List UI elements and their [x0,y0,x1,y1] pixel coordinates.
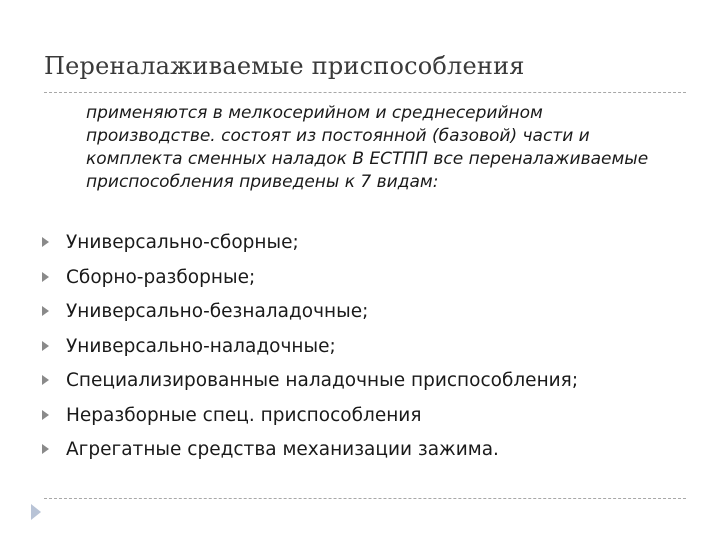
corner-triangle-icon [31,504,41,520]
triangle-right-icon [42,341,49,351]
title-divider [44,92,686,93]
list-item [42,405,578,440]
slide-title: Переналаживаемые приспособления [44,52,525,80]
bullet-list [42,232,578,474]
list-item [42,370,578,405]
list-item [42,336,578,371]
list-item-label: Универсально-наладочные; [66,335,336,357]
list-item [42,267,578,302]
list-item-label: Агрегатные средства механизации зажима. [66,439,499,460]
footer-divider [44,498,686,499]
list-item-label: Универсально-безналадочные; [66,301,369,322]
intro-text: применяются в мелкосерийном и среднесерийном производстве. состоят из постоянной (базовой) части и комплекта сменных наладок В ЕСТПП все переналаживаемые приспособления приведены к 7 видам: [86,103,649,192]
triangle-right-icon [42,375,49,385]
triangle-right-icon [42,410,49,420]
list-item [42,232,578,267]
list-item-label: Сборно-разборные; [66,266,256,288]
list-item-label: Специализированные наладочные приспособления; [66,370,579,391]
triangle-right-icon [42,306,49,316]
list-item-label: Неразборные спец. приспособления [66,404,422,426]
list-item [42,301,578,336]
triangle-right-icon [42,272,49,282]
list-item [42,439,578,474]
triangle-right-icon [42,444,49,454]
list-item-label: Универсально-сборные; [66,232,299,253]
triangle-right-icon [42,237,49,247]
